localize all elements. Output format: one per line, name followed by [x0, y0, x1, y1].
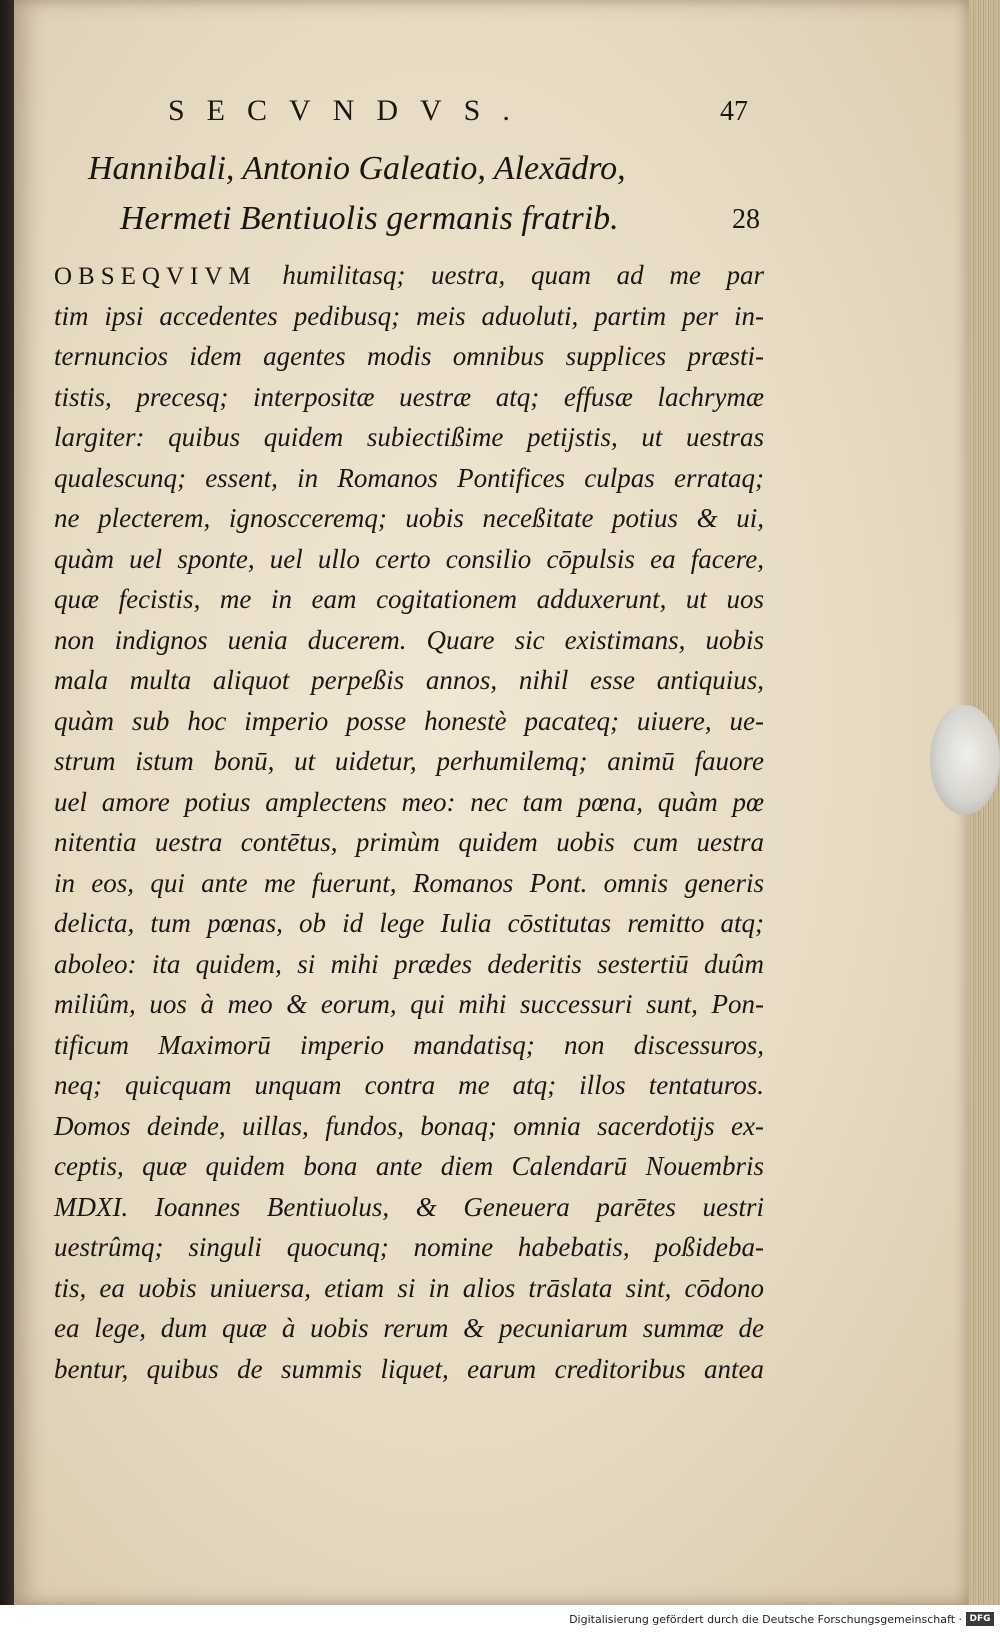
text-line: tistis, precesq; interpositæ uestræ atq; effusæ lachrymæ	[54, 381, 764, 412]
text-line: uel amore potius amplectens meo: nec tam pœna, quàm pœ	[54, 786, 764, 817]
text-line: strum istum bonū, ut uidetur, perhumilemq; animū fauore	[54, 746, 764, 776]
page-number: 47	[720, 96, 748, 127]
running-head: SECVNDVS.	[168, 94, 532, 127]
text-line: MDXI. Ioannes Bentiuolus, & Geneuera parētes uestri	[54, 1191, 764, 1222]
text-line: quàm uel sponte, uel ullo certo consilio cōpulsis ea facere,	[54, 543, 764, 574]
text-line: nitentia uestra contētus, primùm quidem uobis cum uestra	[54, 827, 764, 857]
text-line: ceptis, quæ quidem bona ante diem Calendarū Nouembris	[54, 1151, 764, 1181]
text-line: tificum Maximorū imperio mandatisq; non discessuros,	[54, 1029, 764, 1060]
text-line: tis, ea uobis uniuersa, etiam si in alios trāslata sint, cōdono	[54, 1272, 764, 1303]
text-line: qualescunq; essent, in Romanos Pontifices culpas errataq;	[54, 462, 764, 493]
text-line: uestrûmq; singuli quocunq; nomine habebatis, poßideba-	[54, 1232, 764, 1262]
text-line: delicta, tum pœnas, ob id lege Iulia cōstitutas remitto atq;	[54, 908, 764, 938]
text-line: bentur, quibus de summis liquet, earum creditoribus antea	[54, 1353, 764, 1384]
text-line: quæ fecistis, me in eam cogitationem adduxerunt, ut uos	[54, 584, 764, 614]
text-line: tim ipsi accedentes pedibusq; meis aduoluti, partim per in-	[54, 300, 764, 331]
dfg-logo: DFG	[966, 1612, 994, 1626]
text-line: in eos, qui ante me fuerunt, Romanos Pont. omnis generis	[54, 867, 764, 898]
body-text	[54, 255, 764, 1389]
text-line: aboleo: ita quidem, si mihi prædes dederitis sestertiū duûm	[54, 948, 764, 979]
text-line: largiter: quibus quidem subiectißime petijstis, ut uestras	[54, 422, 764, 452]
digitization-footer	[0, 1605, 1000, 1633]
section-number: 28	[732, 204, 760, 235]
footer-credit: Digitalisierung gefördert durch die Deutsche Forschungsgemeinschaft ·	[569, 1613, 962, 1626]
text-line: ea lege, dum quæ à uobis rerum & pecuniarum summæ de	[54, 1313, 764, 1343]
text-line: mala multa aliquot perpeßis annos, nihil esse antiquius,	[54, 665, 764, 695]
letter-title-line-2: Hermeti Bentiuolis germanis fratrib.	[120, 200, 619, 237]
text-line: non indignos uenia ducerem. Quare sic existimans, uobis	[54, 624, 764, 655]
glass-clip	[930, 705, 1000, 815]
text-line: OBSEQVIVM humilitasq; uestra, quam ad me par	[54, 260, 764, 290]
text-line: ne plecterem, ignoscceremq; uobis neceßitate potius & ui,	[54, 503, 764, 533]
text-line: neq; quicquam unquam contra me atq; illos tentaturos.	[54, 1070, 764, 1100]
text-line: Domos deinde, uillas, fundos, bonaq; omnia sacerdotijs ex-	[54, 1110, 764, 1141]
letter-title-line-1: Hannibali, Antonio Galeatio, Alexādro,	[88, 150, 626, 187]
text-line: miliûm, uos à meo & eorum, qui mihi successuri sunt, Pon-	[54, 989, 764, 1019]
first-word: OBSEQVIVM	[54, 263, 257, 290]
text-line: quàm sub hoc imperio posse honestè pacateq; uiuere, ue-	[54, 705, 764, 736]
text-line: ternuncios idem agentes modis omnibus supplices præsti-	[54, 341, 764, 371]
page-header	[168, 94, 748, 134]
